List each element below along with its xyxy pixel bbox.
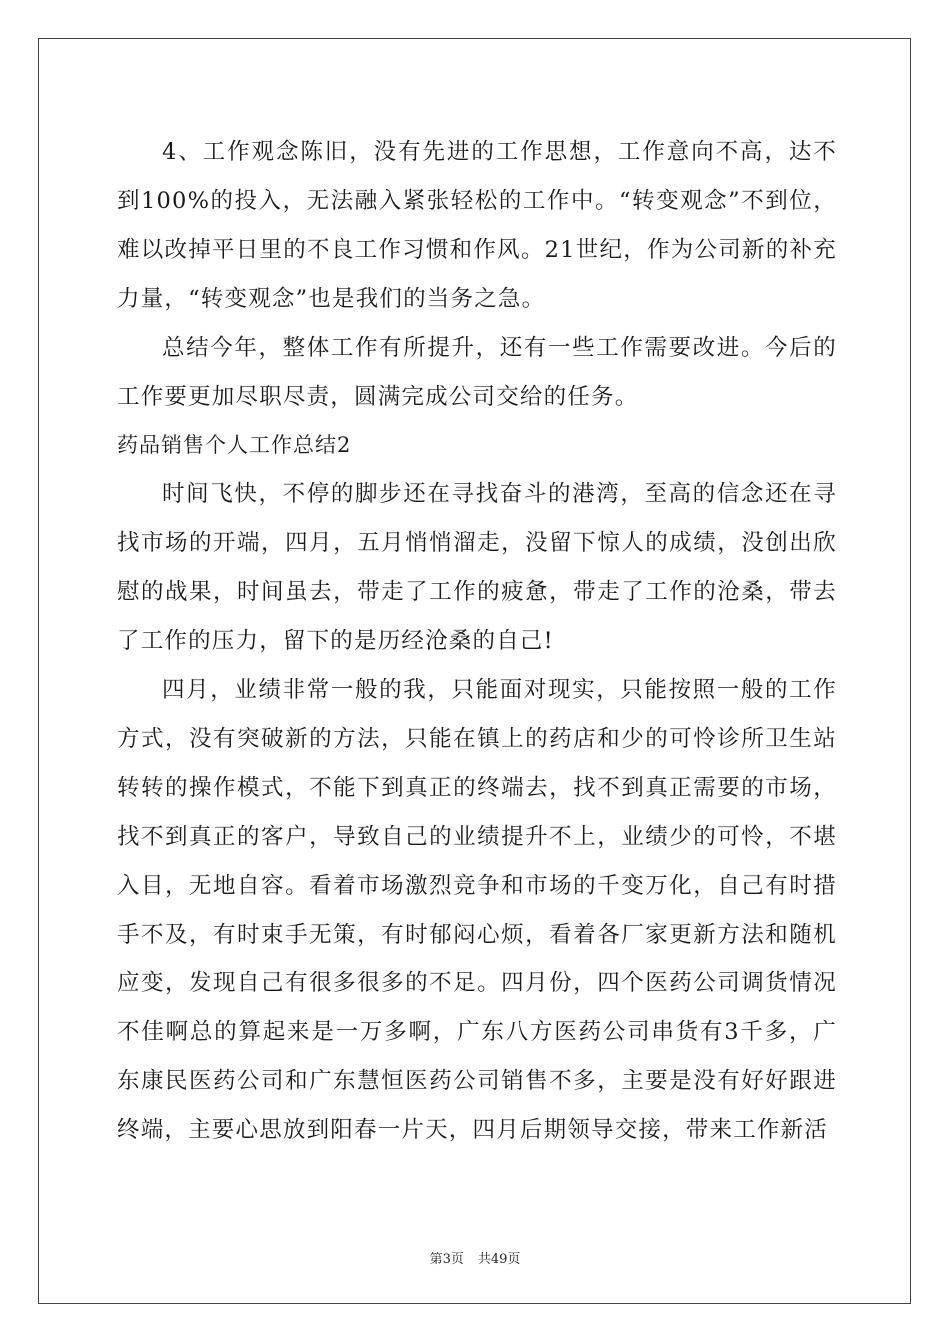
page-footer xyxy=(0,1248,950,1267)
current-page-number: 第3页 xyxy=(429,1252,464,1267)
section-heading: 药品销售个人工作总结2 xyxy=(117,433,352,458)
document-body xyxy=(117,128,837,1155)
paragraph-year-summary: 总结今年，整体工作有所提升，还有一些工作需要改进。今后的工作要更加尽职尽责，圆满完成公司交给的任务。 xyxy=(117,334,837,410)
paragraph-time-flies: 时间飞快，不停的脚步还在寻找奋斗的港湾，至高的信念还在寻找市场的开端，四月，五月悄悄溜走，没留下惊人的成绩，没创出欣慰的战果，时间虽去，带走了工作的疲惫，带走了工作的沧桑，带去了工作的压力，留下的是历经沧桑的自己! xyxy=(117,481,837,655)
paragraph-april-performance: 四月，业绩非常一般的我，只能面对现实，只能按照一般的工作方式，没有突破新的方法，只能在镇上的药店和少的可怜诊所卫生站转转的操作模式，不能下到真正的终端去，找不到真正需要的市场，找不到真正的客户，导致自己的业绩提升不上，业绩少的可怜，不堪入目，无地自容。看着市场激烈竞争和市场的千变万化，自己有时措手不及，有时束手无策，有时郁闷心烦，看着各厂家更新方法和随机应变，发现自己有很多很多的不足。四月份，四个医药公司调货情况不佳啊总的算起来是一万多啊，广东八方医药公司串货有3千多，广东康民医药公司和广东慧恒医药公司销售不多，主要是没有好好跟进终端，主要心思放到阳春一片天，四月后期领导交接，带来工作新活 xyxy=(117,676,837,1144)
total-pages: 共49页 xyxy=(477,1252,521,1267)
paragraph-work-concepts: 4、工作观念陈旧，没有先进的工作思想，工作意向不高，达不到100%的投入，无法融入紧张轻松的工作中。“转变观念”不到位，难以改掉平日里的不良工作习惯和作风。21世纪，作为公司新的补充力量，“转变观念”也是我们的当务之急。 xyxy=(117,139,837,312)
